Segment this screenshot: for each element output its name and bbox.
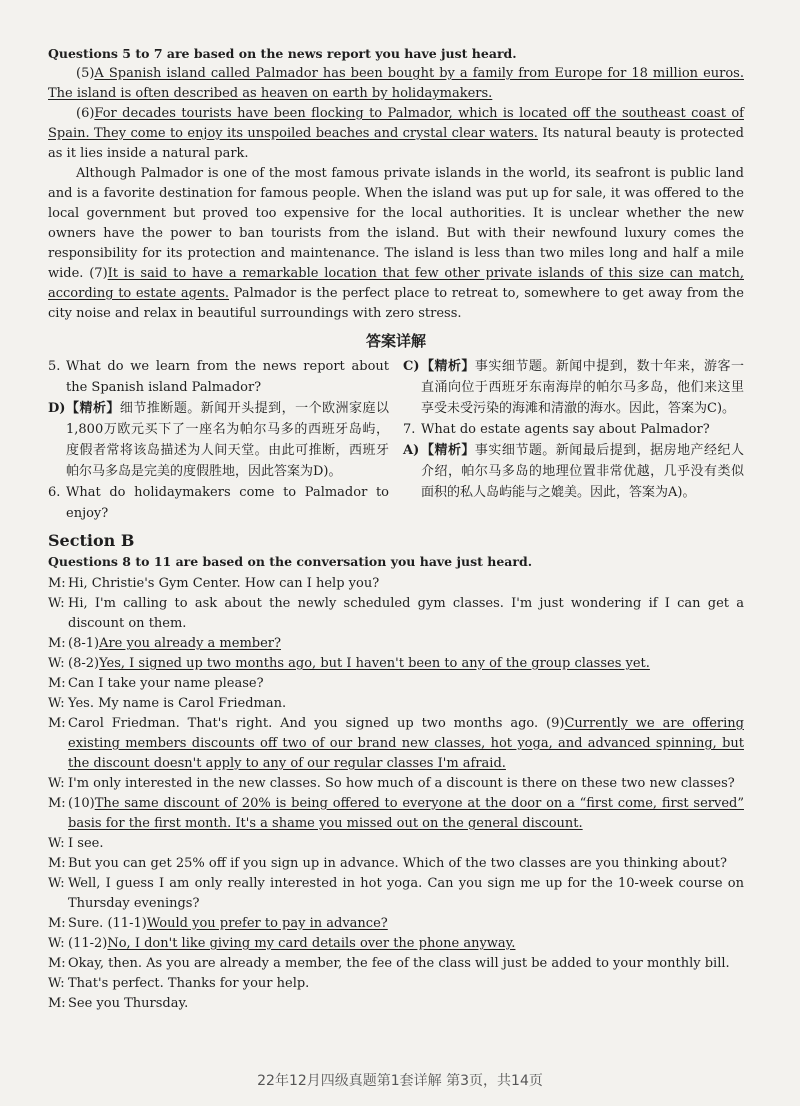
underlined-answer-6: For decades tourists have been flocking to Palmador, which is located off the southeast coast of Spain. They come to enjoy its unspoiled beaches and crystal clear waters. <box>48 106 744 141</box>
answer-5-letter: D) <box>48 401 66 416</box>
question-5-text: What do we learn from the news report about the Spanish island Palmador? <box>66 359 389 395</box>
dialogue-line <box>48 574 744 594</box>
section-b-title: Section B <box>48 531 135 550</box>
page-footer: 22年12月四级真题第1套详解 第3页，共14页 <box>257 1073 543 1089</box>
dialogue-line <box>48 594 744 634</box>
line-text: (10) <box>68 796 95 811</box>
line-text: (8-1) <box>68 636 100 651</box>
answer-7-tag: 【精析】 <box>421 443 475 458</box>
line-text: Hi, Christie's Gym Center. How can I help you? <box>68 576 380 591</box>
page-content <box>48 44 744 1014</box>
question-6 <box>48 482 389 524</box>
answer-6-tag: 【精析】 <box>421 359 475 374</box>
speaker-label: W: <box>48 836 65 851</box>
line-text: (8-2) <box>68 656 100 671</box>
answer-7-letter: A) <box>403 443 420 458</box>
dialogue-line <box>48 994 744 1014</box>
speaker-label: M: <box>48 796 66 811</box>
paragraph-5 <box>48 64 744 104</box>
underlined-answer-10: The same discount of 20% is being offered to everyone at the door on a “first come, first served” basis for the first month. It's a shame you missed out on the general discount. <box>68 796 744 831</box>
underlined-answer-5: A Spanish island called Palmador has been bought by a family from Europe for 18 million euros. The island is often described as heaven on earth by holidaymakers. <box>48 66 744 101</box>
answer-5-text: 细节推断题。新闻开头提到，一个欧洲家庭以1,800万欧元买下了一座名为帕尔马多的西班牙岛屿，度假者常将该岛描述为人间天堂。由此可推断，西班牙帕尔马多岛是完美的度假胜地，因此答案为D)。 <box>66 401 389 479</box>
question-5-number: 5. <box>48 359 61 374</box>
answer-columns <box>48 356 744 524</box>
dialogue-line <box>48 714 744 774</box>
answer-6-text: 事实细节题。新闻中提到，数十年来，游客一直涌向位于西班牙东南海岸的帕尔马多岛，他们来这里享受未受污染的海滩和清澈的海水。因此，答案为C)。 <box>421 359 744 416</box>
speaker-label: M: <box>48 996 66 1011</box>
answer-7 <box>403 440 744 503</box>
paragraph-6 <box>48 104 744 164</box>
dialogue-line <box>48 654 744 674</box>
line-text: Yes. My name is Carol Friedman. <box>68 696 287 711</box>
line-text: But you can get 25% off if you sign up in advance. Which of the two classes are you thinking about? <box>68 856 727 871</box>
dialogue-line <box>48 954 744 974</box>
question-6-text: What do holidaymakers come to Palmador to enjoy? <box>66 485 389 521</box>
answer-6 <box>403 356 744 419</box>
speaker-label: M: <box>48 636 66 651</box>
question-7 <box>403 419 744 440</box>
speaker-label: W: <box>48 936 65 951</box>
dialogue-line <box>48 774 744 794</box>
dialogue-line <box>48 854 744 874</box>
question-7-text: What do estate agents say about Palmador? <box>421 422 710 437</box>
answer-5 <box>48 398 389 482</box>
speaker-label: M: <box>48 676 66 691</box>
line-text: Can I take your name please? <box>68 676 264 691</box>
speaker-label: M: <box>48 716 66 731</box>
line-text: I'm only interested in the new classes. So how much of a discount is there on these two new classes? <box>68 776 735 791</box>
answer-explanation-title: 答案详解 <box>365 332 426 350</box>
paragraph-7 <box>48 164 744 324</box>
question-6-number: 6. <box>48 485 61 500</box>
dialogue-line <box>48 674 744 694</box>
line-text: Okay, then. As you are already a member, the fee of the class will just be added to your monthly bill. <box>68 956 730 971</box>
underlined-answer-9: Currently we are offering existing members discounts off two of our brand new classes, hot yoga, and advanced spinning, but the discount doesn't apply to any of our regular classes I'm afraid. <box>68 716 744 771</box>
underlined-answer-8-1: Are you already a member? <box>99 636 281 651</box>
dialogue-line <box>48 634 744 654</box>
question-number-5: (5) <box>76 66 95 81</box>
line-text: Carol Friedman. That's right. And you signed up two months ago. (9) <box>68 716 565 731</box>
answer-7-text: 事实细节题。新闻最后提到，据房地产经纪人介绍，帕尔马多岛的地理位置非常优越，几乎没有类似面积的私人岛屿能与之媲美。因此，答案为A)。 <box>421 443 744 500</box>
line-text: Sure. (11-1) <box>68 916 147 931</box>
question-number-7: (7) <box>89 266 108 281</box>
speaker-label: M: <box>48 576 66 591</box>
answer-column-left <box>48 356 389 524</box>
conversation <box>48 574 744 1014</box>
speaker-label: M: <box>48 856 66 871</box>
dialogue-line <box>48 874 744 914</box>
dialogue-line <box>48 934 744 954</box>
question-5 <box>48 356 389 398</box>
underlined-answer-11-2: No, I don't like giving my card details over the phone anyway. <box>107 936 516 951</box>
speaker-label: M: <box>48 916 66 931</box>
dialogue-line <box>48 694 744 714</box>
speaker-label: W: <box>48 976 65 991</box>
paragraph-7-before: Although Palmador is one of the most famous private islands in the world, its seafront is public land and is a favorite destination for famous people. When the island was put up for sale, it was offered to the local government but proved too expensive for the local authorities. It is unclear whether the new owners have the power to ban tourists from the island. But with their newfound luxury comes the responsibility for its protection and maintenance. The island is less than two miles long and half a mile wide. <box>48 166 744 281</box>
answer-column-right <box>403 356 744 524</box>
line-text: Hi, I'm calling to ask about the newly scheduled gym classes. I'm just wondering if I can get a discount on them. <box>68 596 744 631</box>
dialogue-line <box>48 974 744 994</box>
dialogue-line <box>48 914 744 934</box>
line-text: I see. <box>68 836 104 851</box>
underlined-answer-8-2: Yes, I signed up two months ago, but I haven't been to any of the group classes yet. <box>99 656 650 671</box>
underlined-answer-7: It is said to have a remarkable location that few other private islands of this size can match, according to estate agents. <box>48 266 744 301</box>
line-text: That's perfect. Thanks for your help. <box>68 976 310 991</box>
line-text: Well, I guess I am only really interested in hot yoga. Can you sign me up for the 10-week course on Thursday evenings? <box>68 876 744 911</box>
answer-5-tag: 【精析】 <box>66 401 120 416</box>
speaker-label: W: <box>48 596 65 611</box>
question-number-6: (6) <box>76 106 95 121</box>
speaker-label: W: <box>48 696 65 711</box>
speaker-label: W: <box>48 776 65 791</box>
paragraph-7-after: Palmador is the perfect place to retreat to, somewhere to get away from the city noise and relax in beautiful surroundings with zero stress. <box>48 286 744 321</box>
line-text: See you Thursday. <box>68 996 189 1011</box>
questions-5-7-heading: Questions 5 to 7 are based on the news report you have just heard. <box>48 46 517 61</box>
line-text: (11-2) <box>68 936 108 951</box>
question-7-number: 7. <box>403 422 416 437</box>
dialogue-line <box>48 834 744 854</box>
underlined-answer-11-1: Would you prefer to pay in advance? <box>146 916 388 931</box>
speaker-label: W: <box>48 656 65 671</box>
dialogue-line <box>48 794 744 834</box>
questions-8-11-heading: Questions 8 to 11 are based on the conversation you have just heard. <box>48 554 533 569</box>
speaker-label: M: <box>48 956 66 971</box>
answer-6-letter: C) <box>403 359 420 374</box>
paragraph-6-rest: Its natural beauty is protected as it lies inside a natural park. <box>48 126 745 161</box>
speaker-label: W: <box>48 876 65 891</box>
